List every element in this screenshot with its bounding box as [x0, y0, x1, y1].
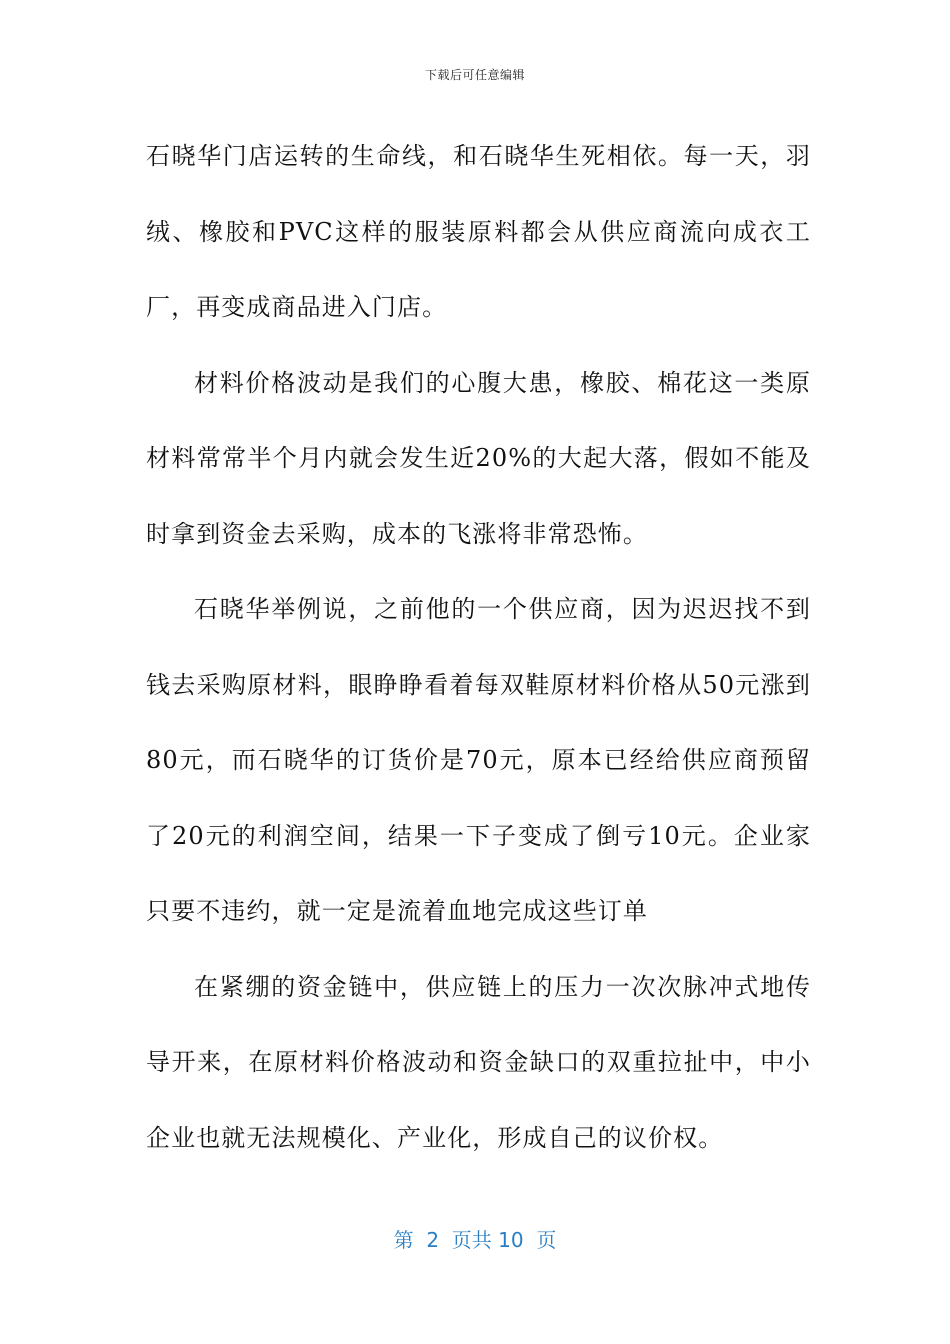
paragraph-3: 石晓华举例说，之前他的一个供应商，因为迟迟找不到钱去采购原材料，眼睁睁看着每双鞋原材料价格从50元涨到80元，而石晓华的订货价是70元，原本已经给供应商预留了20元的利润空间，结果一下子变成了倒亏10元。企业家只要不违约，就一定是流着血地完成这些订单 — [146, 595, 811, 925]
document-body — [146, 119, 811, 1176]
paragraph-4: 在紧绷的资金链中，供应链上的压力一次次脉冲式地传导开来，在原材料价格波动和资金缺口的双重拉扯中，中小企业也就无法规模化、产业化，形成自己的议价权。 — [146, 972, 811, 1152]
page-header: 下载后可任意编辑 — [424, 68, 525, 82]
paragraph-1: 石晓华门店运转的生命线，和石晓华生死相依。每一天，羽绒、橡胶和PVC这样的服装原料都会从供应商流向成衣工厂，再变成商品进入门店。 — [146, 142, 811, 321]
page-footer: 第 2 页共 10 页 — [393, 1228, 557, 1252]
paragraph-2: 材料价格波动是我们的心腹大患，橡胶、棉花这一类原材料常常半个月内就会发生近20%的大起大落，假如不能及时拿到资金去采购，成本的飞涨将非常恐怖。 — [146, 368, 811, 548]
